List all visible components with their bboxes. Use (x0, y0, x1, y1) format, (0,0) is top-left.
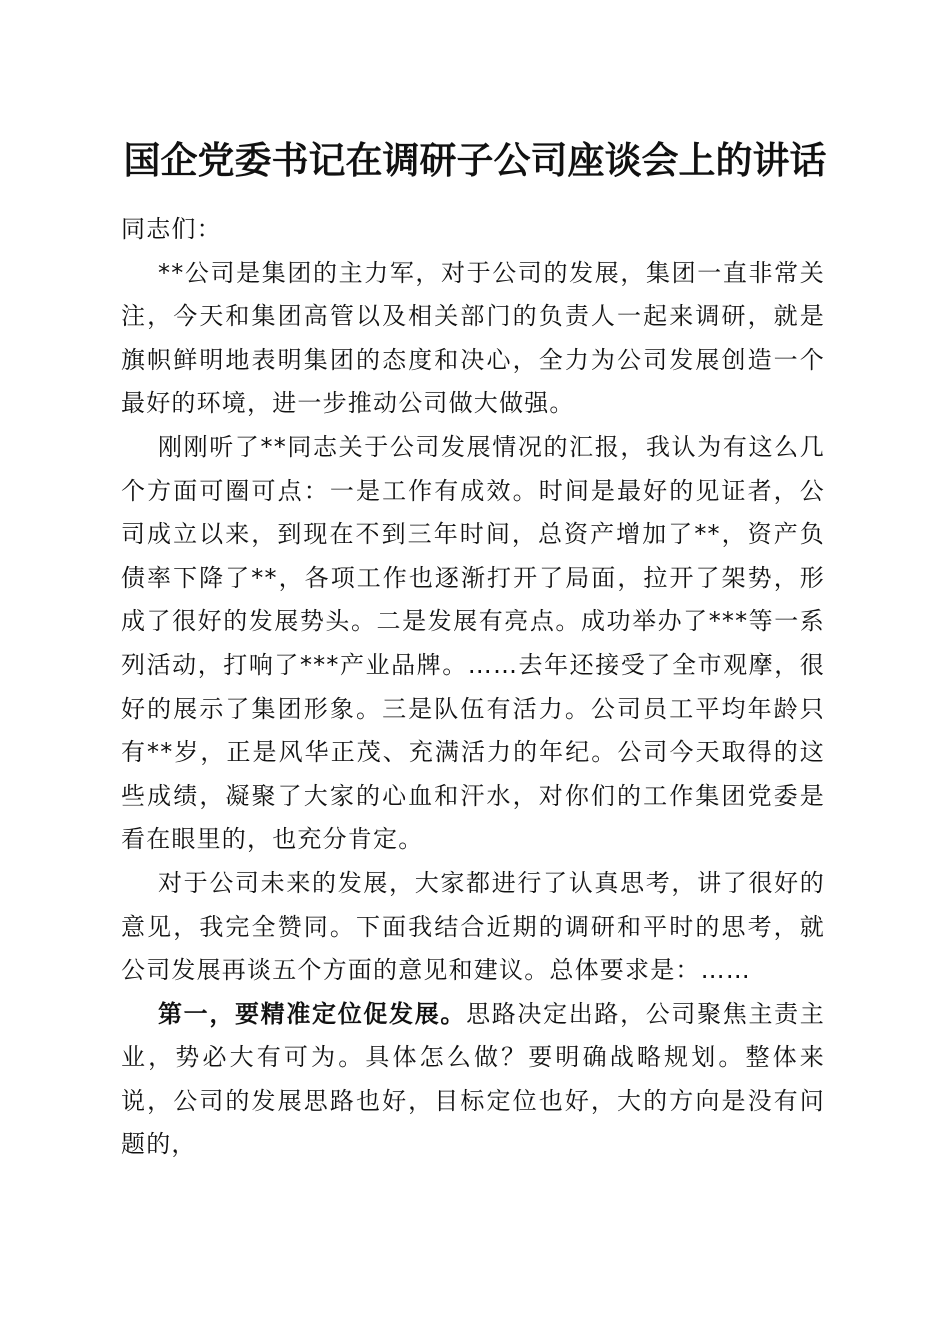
point-one-text: 思路决定出路，公司聚焦主责主业，势必大有可为。具体怎么做？要明确战略规划。整体来说，公司的发展思路也好，目标定位也好，大的方向是没有问题的， (121, 999, 825, 1159)
paragraph-3: 对于公司未来的发展，大家都进行了认真思考，讲了很好的意见，我完全赞同。下面我结合近期的调研和平时的思考，就公司发展再谈五个方面的意见和建议。总体要求是：…… (121, 868, 825, 985)
document-body (121, 208, 825, 1167)
point-one-heading: 第一，要精准定位促发展。 (158, 999, 467, 1028)
salutation: 同志们： (121, 215, 222, 243)
paragraph-1: **公司是集团的主力军，对于公司的发展，集团一直非常关注，今天和集团高管以及相关部门的负责人一起来调研，就是旗帜鲜明地表明集团的态度和决心，全力为公司发展创造一个最好的环境，进一步推动公司做大做强。 (121, 258, 825, 418)
paragraph-2: 刚刚听了**同志关于公司发展情况的汇报，我认为有这么几个方面可圈可点：一是工作有成效。时间是最好的见证者，公司成立以来，到现在不到三年时间，总资产增加了**，资产负债率下降了**，各项工作也逐渐打开了局面，拉开了架势，形成了很好的发展势头。二是发展有亮点。成功举办了***等一系列活动，打响了***产业品牌。……去年还接受了全市观摩，很好的展示了集团形象。三是队伍有活力。公司员工平均年龄只有**岁，正是风华正茂、充满活力的年纪。公司今天取得的这些成绩，凝聚了大家的心血和汗水，对你们的工作集团党委是看在眼里的，也充分肯定。 (121, 432, 825, 854)
document-title: 国企党委书记在调研子公司座谈会上的讲话 (123, 138, 827, 182)
paragraph-4 (121, 993, 825, 1167)
